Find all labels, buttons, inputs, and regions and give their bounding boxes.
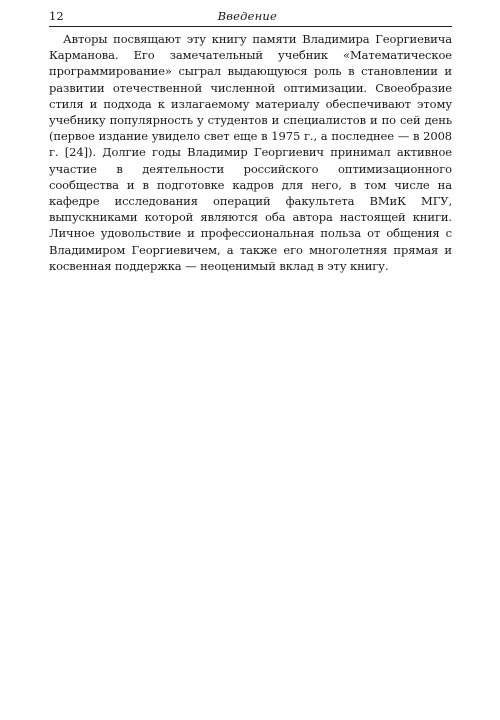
page-number: 12 [49, 9, 64, 23]
dedication-paragraph: Авторы посвящают эту книгу памяти Владимира Георгиевича Карманова. Его замечательный учебник «Математическое программирование» сыграл выдающуюся роль в становлении и развитии отечественной численной оптимизации. Своеобразие стиля и подхода к излагаемому материалу обеспечивают этому учебнику популярность у студентов и специалистов и по сей день (первое издание увидело свет еще в 1975 г., а последнее — в 2008 г. [24]). Долгие годы Владимир Георгиевич принимал активное участие в деятельности российского оптимизационного сообщества и в подготовке кадров для него, в том числе на кафедре исследования операций факультета ВМиК МГУ, выпускниками которой являются оба автора настоящей книги. Личное удовольствие и профессиональная польза от общения с Владимиром Георгиевичем, а также его многолетняя прямая и косвенная поддержка — неоценимый вклад в эту книгу. [49, 32, 452, 273]
section-title: Введение [217, 9, 277, 23]
running-header [49, 4, 452, 27]
